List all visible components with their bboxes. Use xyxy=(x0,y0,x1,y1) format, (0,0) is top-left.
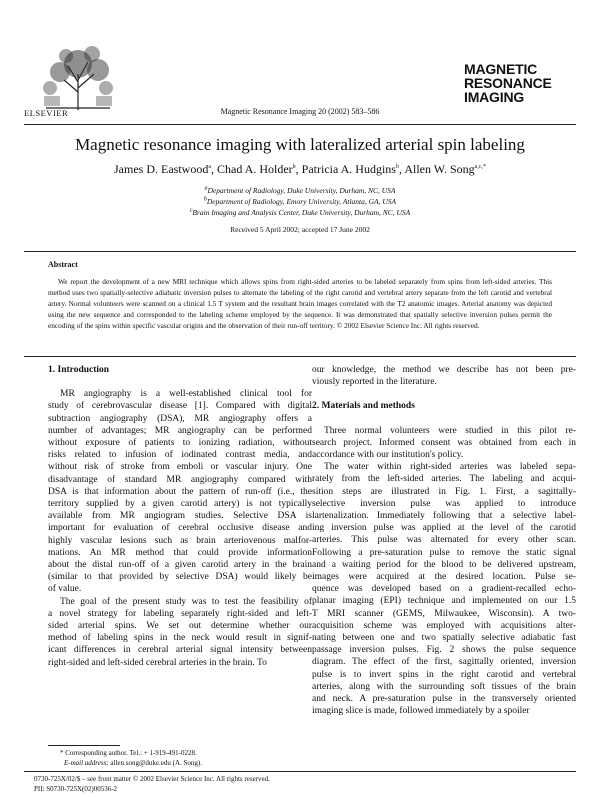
text-line: a novel strategy for labeling separately right-sided and left- xyxy=(48,608,312,619)
email-label: E-mail address: xyxy=(64,759,109,767)
affiliation xyxy=(0,207,600,218)
text-line: and a waiting period for the blood to be delivered upstream, xyxy=(312,559,576,570)
text-line: method of labeling spins in the neck would result in signif- xyxy=(48,633,312,644)
text-line: The water within right-sided arteries was labeled sepa- xyxy=(324,462,576,473)
text-line: rately from the left-sided arteries. The labeling and acqui- xyxy=(312,474,576,485)
text-line: subtraction angiography (DSA), MR angiography offers a xyxy=(48,413,312,424)
text-line: search project. Informed consent was obtained from each in xyxy=(312,437,576,448)
abstract-bottom-rule xyxy=(24,356,576,357)
abstract-text: We report the development of a new MRI technique which allows spins from right-sided arteries to be labeled separately from spins from left-sided arteries. This method uses two spatially-selective adiabatic inversion pulses to alternate the labeling of the right carotid and vertebral artery separate from the left carotid and vertebral artery. Normal volunteers were scanned on a clinical 1.5 T system and the resultant brain images correlated with the T2 anatomic images. Arterial anatomy was depicted using the new sequence and corresponded to the labeling scheme employed by the sequence. It was demonstrated that spatially selective inversion pulses permit the encoding of the spins within specific vascular origins and the observation of their run-off territory. © 2002 Elsevier Science Inc. All rights reserved. xyxy=(48,277,552,330)
publication-note xyxy=(34,774,270,794)
elsevier-tree-logo xyxy=(36,44,120,114)
section-heading-materials-methods: 2. Materials and methods xyxy=(312,401,415,412)
text-line: nating between one and two spatially selective adiabatic fast xyxy=(312,633,576,644)
right-column xyxy=(312,364,576,717)
affiliation xyxy=(0,196,600,207)
text-line: disadvantage of standard MR angiography compared with xyxy=(48,474,312,485)
paragraph xyxy=(312,425,576,462)
affiliations xyxy=(0,185,600,218)
text-line: of value. xyxy=(48,584,82,595)
text-line: The goal of the present study was to test the feasibility of xyxy=(60,596,312,607)
text-line: diagram. The effect of the first, sagittally oriented, inversion xyxy=(312,657,576,668)
text-line: risks related to infusion of iodinated contrast media, and xyxy=(48,450,312,461)
affiliation-text: Brain Imaging and Analysis Center, Duke University, Durham, NC, USA xyxy=(192,208,411,217)
copyright-line: 0730-725X/02/$ – see front matter © 2002 Elsevier Science Inc. All rights reserved. xyxy=(34,775,270,783)
footnote-rule xyxy=(48,745,120,746)
text-line: number of advantages; MR angiography can be performed xyxy=(48,425,312,436)
text-line: arteries. This pulse was alternated for every other scan. xyxy=(312,535,576,546)
affiliation-text: Department of Radiology, Duke University, Durham, NC, USA xyxy=(207,186,396,195)
text-line: quence was developed based on a gradient-recalled echo- xyxy=(312,584,576,595)
journal-brand xyxy=(464,62,584,104)
affiliation xyxy=(0,185,600,196)
text-line: T MRI scanner (GEMS, Milwaukee, Wisconsin). A two- xyxy=(312,608,576,619)
text-line: highly vascular lesions such as brain arteriovenous malfor- xyxy=(48,535,312,546)
text-line: MR angiography is a well-established clinical tool for xyxy=(60,389,312,400)
text-line: without exposure of patients to ionizing radiation, without xyxy=(48,438,312,449)
journal-citation: Magnetic Resonance Imaging 20 (2002) 583–586 xyxy=(220,107,380,116)
text-line: important for evaluation of cerebral occlusive disease and xyxy=(48,523,312,534)
paragraph xyxy=(312,461,576,717)
text-line: arteries, along with the surrounding soft tissues of the brain xyxy=(312,681,576,692)
author-name: Patricia A. Hudgins xyxy=(301,162,396,176)
journal-brand-line-2: RESONANCE xyxy=(464,75,552,91)
text-line: (similar to that provided by selective DSA) would likely be xyxy=(48,572,312,583)
text-line: lartenalization. Immediately following that a selective label- xyxy=(312,511,576,522)
text-line: ing inversion pulse was applied at the level of the carotid xyxy=(312,523,576,534)
email-address[interactable]: allen.song@duke.edu (A. Song). xyxy=(110,759,203,767)
text-line: mations. An MR method that could provide information xyxy=(48,547,312,558)
text-line: about the distal run-off of a given carotid artery in the brain xyxy=(48,560,312,571)
header-rule xyxy=(24,124,576,125)
text-line: sition steps are illustrated in Fig. 1. First, a sagittally- xyxy=(312,486,576,497)
text-line: imaging slice is made, followed immediately by a spoiler xyxy=(312,706,530,717)
journal-brand-line-3: IMAGING xyxy=(464,89,525,105)
author-name: Allen W. Song xyxy=(404,162,475,176)
text-line: Three normal volunteers were studied in this pilot re- xyxy=(324,425,576,436)
author-sep: , xyxy=(295,162,302,176)
author-affil-sup: a,c,* xyxy=(474,164,486,170)
received-dates: Received 5 April 2002; accepted 17 June 2002 xyxy=(230,225,370,234)
text-line: study of cerebrovascular disease [1]. Compared with digital xyxy=(48,401,312,412)
text-line: accordance with our institution's policy. xyxy=(312,450,464,461)
text-line: and neck. A pre-saturation pulse in the transversely oriented xyxy=(312,694,576,705)
footer-rule xyxy=(24,771,576,772)
text-line: pulse is to invert spins in the right carotid and vertebral xyxy=(312,669,576,680)
author-name: Chad A. Holder xyxy=(217,162,293,176)
author-affil-sup: b xyxy=(395,164,399,170)
footnotes xyxy=(60,748,202,768)
text-line: without risk of stroke from emboli or vascular injury. One xyxy=(48,462,312,473)
paragraph xyxy=(48,388,312,595)
text-line: selective inversion pulse was applied to introduce xyxy=(312,498,576,509)
section-heading-introduction: 1. Introduction xyxy=(48,365,110,375)
abstract-top-rule xyxy=(24,251,576,252)
text-line: acquisition scheme was employed with acquisitions alter- xyxy=(312,620,576,631)
pii-line: PII: S0730-725X(02)00536-2 xyxy=(34,785,118,793)
paragraph-continued xyxy=(312,364,576,388)
text-line: DSA is that information about the pattern of run-off (i.e., the xyxy=(48,486,312,497)
affiliation-text: Department of Radiology, Emory University, Atlanta, GA, USA xyxy=(206,197,397,206)
corresponding-author-note: * Corresponding author. Tel.: + 1-919-491-0228. xyxy=(60,749,197,757)
text-line: planar imaging (EPI) technique and implemented on our 1.5 xyxy=(312,596,576,607)
text-line: right-sided and left-sided cerebral arteries in the brain. To xyxy=(48,657,267,668)
author-sep: , xyxy=(398,162,405,176)
publisher-wordmark: ELSEVIER xyxy=(24,108,69,118)
text-line: passage inversion pulses. Fig. 2 shows the pulse sequence xyxy=(312,645,576,656)
affiliation-sup: c xyxy=(189,207,193,214)
text-line: viously reported in the literature. xyxy=(312,377,437,388)
left-column xyxy=(48,364,312,669)
text-line: available from MR angiogram studies. Selective DSA is xyxy=(48,511,312,522)
author-affil-sup: a xyxy=(208,164,211,170)
author-affil-sup: b xyxy=(292,164,296,170)
affiliation-sup: a xyxy=(204,185,208,192)
text-line: icant differences in cerebral arterial signal intensity between xyxy=(48,645,312,656)
text-line: images were acquired at the desired location. Pulse se- xyxy=(312,572,576,583)
text-line: territory supplied by a given carotid artery) is not typically xyxy=(48,499,312,510)
journal-brand-line-1: MAGNETIC xyxy=(464,61,538,77)
text-line: Following a pre-saturation pulse to remove the static signal xyxy=(312,547,576,558)
author-sep: , xyxy=(211,162,217,176)
email-note xyxy=(60,758,202,768)
text-line: sided arterial spins. We set out determine whether our xyxy=(48,621,312,632)
text-line: our knowledge, the method we describe has not been pre- xyxy=(312,365,576,375)
author-name: James D. Eastwood xyxy=(114,162,209,176)
article-title: Magnetic resonance imaging with lateralized arterial spin labeling xyxy=(75,135,525,154)
author-list xyxy=(0,162,600,177)
paragraph xyxy=(48,596,312,669)
affiliation-sup: b xyxy=(203,196,207,203)
abstract-heading: Abstract xyxy=(48,260,78,269)
